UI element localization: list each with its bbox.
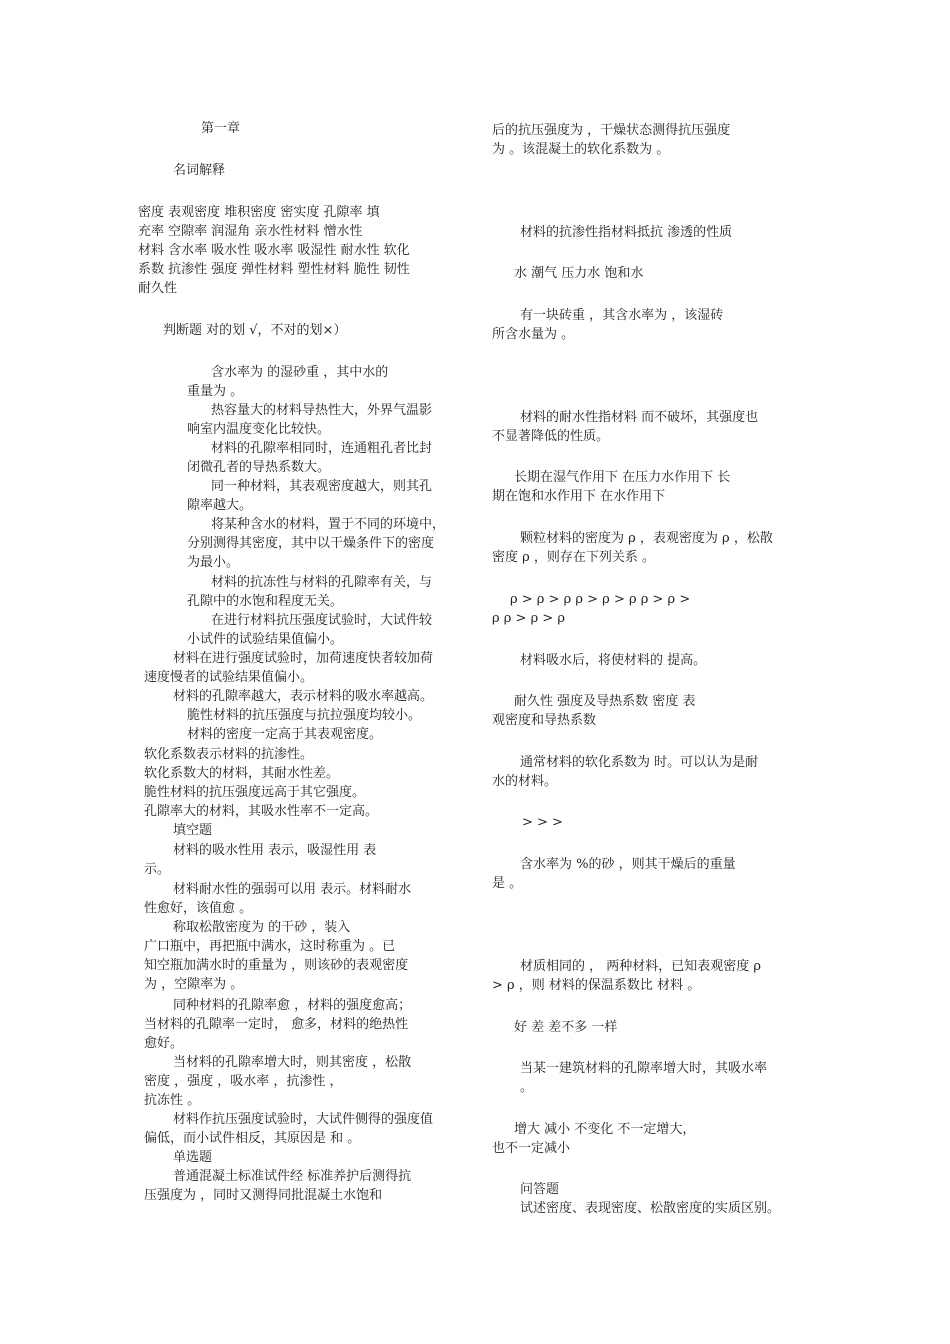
tf-item: 速度慢者的试验结果值偏小。 — [144, 670, 314, 685]
options-line: > > > — [522, 815, 563, 830]
question-line: 所含水量为 。 — [492, 327, 575, 342]
question-line: 材料的耐水性指材料 而不破坏，其强度也 — [520, 410, 759, 425]
tf-item: 材料的密度一定高于其表观密度。 — [187, 727, 383, 742]
fill-item: 当材料的孔隙率一定时， 愈多，材料的绝热性 — [144, 1017, 409, 1032]
tf-item: 软化系数大的材料，其耐水性差。 — [144, 766, 340, 781]
tf-item: 闭微孔者的导热系数大。 — [187, 460, 331, 475]
tf-item: 孔隙率大的材料，其吸水性率不一定高。 — [144, 804, 379, 819]
question-line: 。 — [520, 1080, 534, 1095]
qa-item: 试述密度、表现密度、松散密度的实质区别。 — [520, 1201, 781, 1216]
single-choice-item: 压强度为 ，同时又测得同批混凝土水饱和 — [144, 1188, 383, 1203]
single-choice-item: 普通混凝土标准试件经 标准养护后测得抗 — [173, 1169, 412, 1184]
terms-line: 密度 表观密度 堆积密度 密实度 孔隙率 填 — [138, 205, 380, 220]
tf-item: 重量为 。 — [187, 384, 244, 399]
tf-item: 材料的抗冻性与材料的孔隙率有关，与 — [211, 575, 433, 590]
question-line: 材质相同的 ， 两种材料，已知表观密度 ρ — [520, 959, 762, 974]
question-line: 有一块砖重 ，其含水率为 ，该湿砖 — [520, 308, 724, 323]
tf-item: 分别测得其密度，其中以干燥条件下的密度 — [187, 536, 435, 551]
options-line: 增大 减小 不变化 不一定增大， — [514, 1122, 696, 1137]
question-line: 含水率为 %的砂 ，则其干燥后的重量 — [520, 857, 736, 872]
tf-item: 响室内温度变化比较快。 — [187, 422, 331, 437]
tf-item: 材料的孔隙率越大，表示材料的吸水率越高。 — [173, 689, 434, 704]
tf-item: 材料在进行强度试验时，加荷速度快者较加荷 — [173, 651, 434, 666]
fill-item: 偏低，而小试件相反，其原因是 和 。 — [144, 1131, 361, 1146]
question-line: 后的抗压强度为 ，干燥状态测得抗压强度 — [492, 123, 731, 138]
tf-item: 小试件的试验结果值偏小。 — [187, 632, 344, 647]
terms-line: 材料 含水率 吸水性 吸水率 吸湿性 耐水性 软化 — [138, 243, 410, 258]
question-line: 不显著降低的性质。 — [492, 429, 610, 444]
fill-heading: 填空题 — [173, 823, 213, 838]
tf-item: 脆性材料的抗压强度远高于其它强度。 — [144, 785, 366, 800]
options-line: ρ > ρ > ρ ρ > ρ > ρ ρ > ρ > — [510, 592, 691, 607]
tf-item: 在进行材料抗压强度试验时，大试件较 — [211, 613, 433, 628]
fill-item: 性愈好，该值愈 。 — [144, 901, 253, 916]
terms-line: 充率 空隙率 润湿角 亲水性材料 憎水性 — [138, 224, 363, 239]
fill-item: 为 ，空隙率为 。 — [144, 977, 244, 992]
options-line: 期在饱和水作用下 在水作用下 — [492, 489, 666, 504]
fill-item: 知空瓶加满水时的重量为 ，则该砂的表观密度 — [144, 958, 409, 973]
question-line: 当某一建筑材料的孔隙率增大时，其吸水率 — [520, 1061, 768, 1076]
tf-item: 隙率越大。 — [187, 498, 253, 513]
question-line: 是 。 — [492, 876, 523, 891]
chapter-title: 第一章 — [201, 121, 241, 136]
fill-item: 当材料的孔隙率增大时，则其密度 ，松散 — [173, 1055, 412, 1070]
fill-item: 材料耐水性的强弱可以用 表示。材料耐水 — [173, 882, 412, 897]
fill-item: 抗冻性 。 — [144, 1093, 201, 1108]
options-line: ρ ρ > ρ > ρ — [492, 611, 566, 626]
options-line: 也不一定减小 — [492, 1141, 571, 1156]
question-line: 材料吸水后，将使材料的 提高。 — [520, 653, 707, 668]
fill-item: 材料的吸水性用 表示，吸湿性用 表 — [173, 843, 377, 858]
question-line: 材料的抗渗性指材料抵抗 渗透的性质 — [520, 225, 733, 240]
tf-item: 将某种含水的材料，置于不同的环境中， — [211, 517, 446, 532]
tf-item: 孔隙中的水饱和程度无关。 — [187, 594, 344, 609]
qa-heading: 问答题 — [520, 1182, 560, 1197]
fill-item: 材料作抗压强度试验时，大试件侧得的强度值 — [173, 1112, 434, 1127]
fill-item: 密度 ，强度 ，吸水率 ，抗渗性 ， — [144, 1074, 343, 1089]
tf-item: 含水率为 的湿砂重 ，其中水的 — [211, 365, 389, 380]
question-line: 为 。该混凝土的软化系数为 。 — [492, 142, 670, 157]
question-line: 密度 ρ ，则存在下列关系 。 — [492, 550, 656, 565]
tf-item: 为最小。 — [187, 555, 240, 570]
tf-item: 脆性材料的抗压强度与抗拉强度均较小。 — [187, 708, 422, 723]
fill-item: 愈好。 — [144, 1036, 184, 1051]
terms-heading: 名词解释 — [173, 163, 226, 178]
options-line: 耐久性 强度及导热系数 密度 表 — [514, 694, 696, 709]
options-line: 好 差 差不多 一样 — [514, 1020, 618, 1035]
tf-item: 软化系数表示材料的抗渗性。 — [144, 747, 314, 762]
options-line: 观密度和导热系数 — [492, 713, 597, 728]
tf-item: 同一种材料，其表观密度越大，则其孔 — [211, 479, 433, 494]
tf-item: 热容量大的材料导热性大，外界气温影 — [211, 403, 433, 418]
terms-line: 系数 抗渗性 强度 弹性材料 塑性材料 脆性 韧性 — [138, 262, 410, 277]
options-line: 水 潮气 压力水 饱和水 — [514, 266, 644, 281]
true-false-heading: 判断题 对的划 √，不对的划×） — [163, 323, 347, 338]
options-line: 长期在湿气作用下 在压力水作用下 长 — [514, 470, 731, 485]
fill-item: 同种材料的孔隙率愈 ，材料的强度愈高； — [173, 998, 412, 1013]
fill-item: 广口瓶中，再把瓶中满水，这时称重为 。已 — [144, 939, 396, 954]
terms-line: 耐久性 — [138, 281, 178, 296]
question-line: 颗粒材料的密度为 ρ ，表观密度为 ρ ，松散 — [520, 531, 773, 546]
question-line: 水的材料。 — [492, 774, 558, 789]
fill-item: 称取松散密度为 的干砂 ，装入 — [173, 920, 351, 935]
tf-item: 材料的孔隙率相同时，连通粗孔者比封 — [211, 441, 433, 456]
single-choice-heading: 单选题 — [173, 1150, 213, 1165]
fill-item: 示。 — [144, 862, 171, 877]
question-line: 通常材料的软化系数为 时。可以认为是耐 — [520, 755, 759, 770]
question-line: > ρ ，则 材料的保温系数比 材料 。 — [492, 978, 701, 993]
